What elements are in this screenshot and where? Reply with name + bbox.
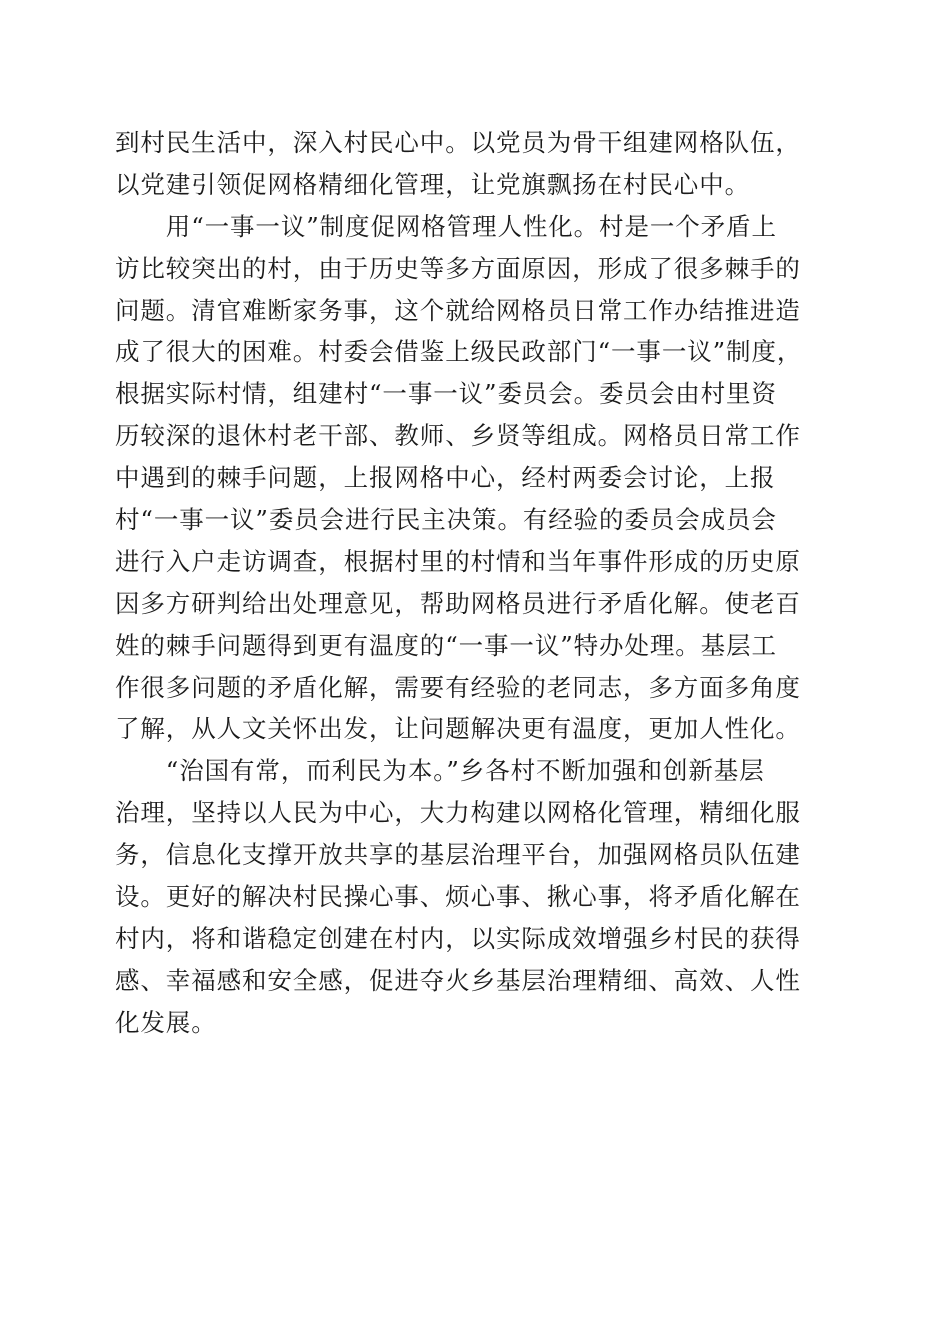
text-line: 化发展。 — [115, 1007, 217, 1037]
text-line: 作很多问题的矛盾化解，需要有经验的老同志，多方面多角度 — [115, 672, 801, 702]
text-line: 了解，从人文关怀出发，让问题解决更有温度，更加人性化。 — [115, 714, 801, 744]
body-text — [115, 122, 835, 1044]
text-line: 务，信息化支撑开放共享的基层治理平台，加强网格员队伍建 — [115, 840, 801, 870]
text-line: 历较深的退休村老干部、教师、乡贤等组成。网格员日常工作 — [115, 421, 801, 451]
text-line: 成了很大的困难。村委会借鉴上级民政部门“一事一议”制度， — [115, 337, 803, 367]
text-line: 村“一事一议”委员会进行民主决策。有经验的委员会成员会 — [115, 505, 777, 535]
text-line: 用“一事一议”制度促网格管理人性化。村是一个矛盾上 — [115, 211, 777, 241]
text-line: 进行入户走访调查，根据村里的村情和当年事件形成的历史原 — [115, 546, 801, 576]
text-line: 感、幸福感和安全感，促进夺火乡基层治理精细、高效、人性 — [115, 965, 801, 995]
text-line: 治理，坚持以人民为中心，大力构建以网格化管理，精细化服 — [115, 798, 801, 828]
text-line: 到村民生活中，深入村民心中。以党员为骨干组建网格队伍， — [115, 128, 801, 157]
text-line: “治国有常，而利民为本。”乡各村不断加强和创新基层 — [115, 756, 765, 786]
text-line: 访比较突出的村，由于历史等多方面原因，形成了很多棘手的 — [115, 253, 801, 283]
text-line: 姓的棘手问题得到更有温度的“一事一议”特办处理。基层工 — [115, 630, 777, 660]
text-line: 村内，将和谐稳定创建在村内，以实际成效增强乡村民的获得 — [115, 923, 801, 953]
text-line: 问题。清官难断家务事，这个就给网格员日常工作办结推进造 — [115, 295, 801, 325]
text-line: 中遇到的棘手问题，上报网格中心，经村两委会讨论，上报 — [115, 463, 776, 493]
text-line: 设。更好的解决村民操心事、烦心事、揪心事，将矛盾化解在 — [115, 882, 801, 912]
text-line: 根据实际村情，组建村“一事一议”委员会。委员会由村里资 — [115, 379, 777, 409]
text-line: 因多方研判给出处理意见，帮助网格员进行矛盾化解。使老百 — [115, 588, 801, 618]
text-line: 以党建引领促网格精细化管理，让党旗飘扬在村民心中。 — [115, 169, 750, 199]
